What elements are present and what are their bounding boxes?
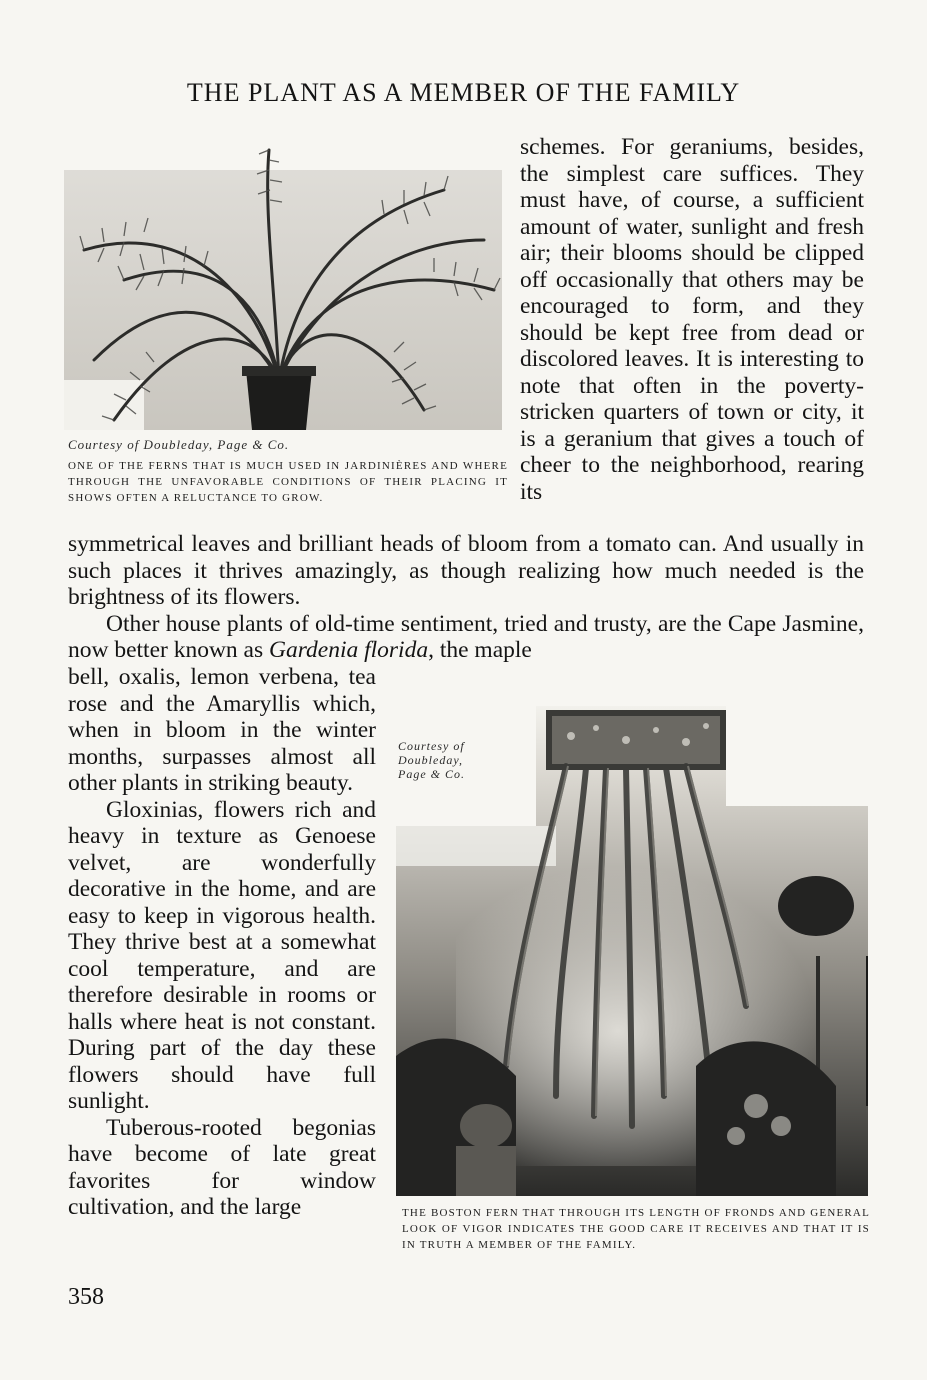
page-header-title: THE PLANT AS A MEMBER OF THE FAMILY xyxy=(186,78,741,107)
photo-caption: ONE OF THE FERNS THAT IS MUCH USED IN JARDINIÈRES AND WHERE THROUGH THE UNFAVORABLE CONDITIONS OF THEIR PLACING IT SHOWS OFTEN A RELUCTANCE TO GROW. xyxy=(68,460,508,504)
photo-credit: Courtesy of Doubleday, Page & Co. xyxy=(68,437,290,452)
credit-line: Doubleday, xyxy=(398,753,463,767)
credit-line: Courtesy of xyxy=(398,739,465,753)
body-paragraph-amaryllis: bell, oxalis, lemon verbena, tea rose and the Amaryllis which, when in bloom in the winter months, surpasses almost all other plants in striking beauty. xyxy=(68,664,376,796)
body-paragraph-tomato-can: symmetrical leaves and brilliant heads of bloom from a tomato can. And usually in such places it thrives amazingly, as though realizing how much needed is the brightness of its flowers. xyxy=(68,531,864,610)
body-left-column-text xyxy=(68,664,376,1221)
body-paragraph-geraniums: schemes. For geraniums, besides, the simplest care suffices. They must have, of course, a sufficient amount of water, sunlight and fresh air; their blooms should be clipped off occasionally that others may be encouraged to form, and they should be kept free from dead or discolored leaves. It is interesting to note that often in the poverty-stricken quarters of town or city, it is a geranium that gives a touch of cheer to the neighborhood, rearing its xyxy=(520,134,864,505)
body-full-width-text xyxy=(68,531,864,664)
body-paragraph-old-time-plants xyxy=(68,611,864,664)
botanical-name: Gardenia florida xyxy=(269,637,429,663)
body-paragraph-begonias: Tuberous-rooted begonias have become of late great favorites for window cultivation, and the large xyxy=(68,1114,376,1220)
body-paragraph-gloxinias: Gloxinias, flowers rich and heavy in texture as Genoese velvet, are wonderfully decorative in the home, and are easy to keep in vigorous health. They thrive best at a somewhat cool temperature, and are therefore desirable in rooms or halls where heat is not constant. During part of the day these flowers should have full sunlight. xyxy=(68,796,376,1114)
text-run: , the maple xyxy=(428,637,532,663)
text-run: Other house plants of old-time sentiment, tried and trusty, are the Cape Jasmine, now better known as xyxy=(68,610,864,663)
credit-line: Page & Co. xyxy=(398,767,465,781)
photo-caption: THE BOSTON FERN THAT THROUGH ITS LENGTH OF FRONDS AND GENERAL LOOK OF VIGOR INDICATES THE GOOD CARE IT RECEIVES AND THAT IT IS IN TRUTH A MEMBER OF THE FAMILY. xyxy=(402,1207,870,1251)
photo-credit xyxy=(398,739,498,781)
page-number: 358 xyxy=(68,1284,104,1310)
fern-jardiniere-photo xyxy=(64,130,502,430)
